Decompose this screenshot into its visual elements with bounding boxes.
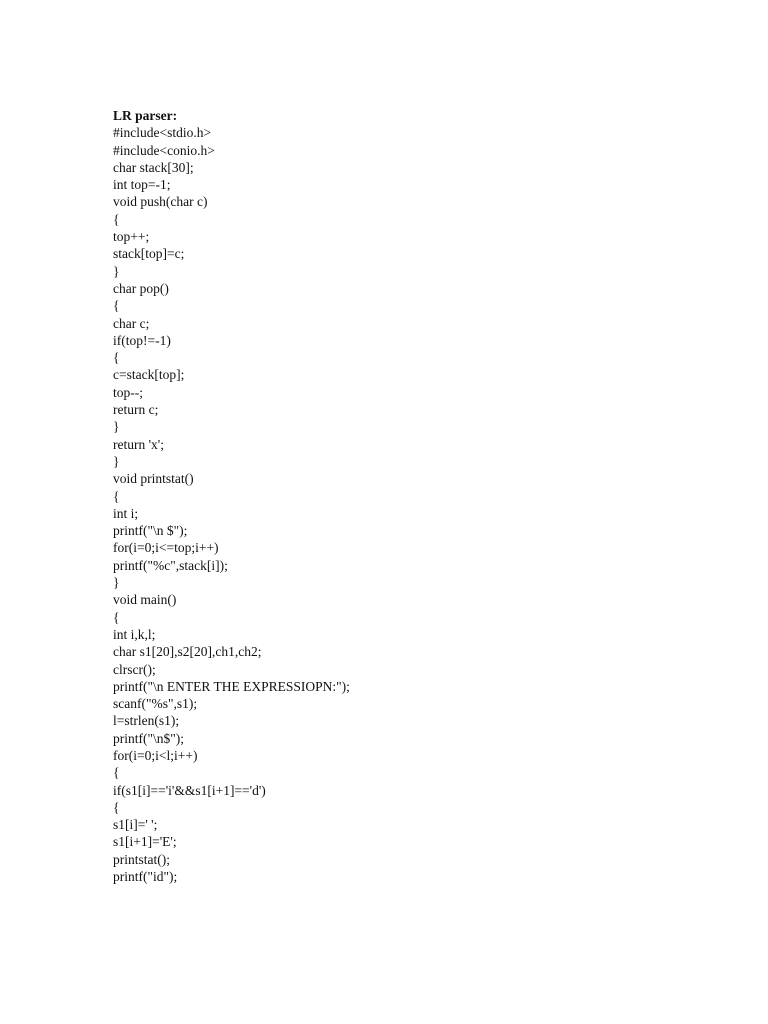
code-line: printf("\n$"); [113, 730, 185, 746]
code-line: int i; [113, 505, 139, 521]
code-line: void printstat() [113, 471, 194, 487]
code-line: } [113, 453, 120, 469]
code-line: } [113, 419, 120, 435]
code-line: for(i=0;i<l;i++) [113, 747, 198, 763]
code-line: s1[i+1]='E'; [113, 834, 177, 850]
code-line: for(i=0;i<=top;i++) [113, 540, 219, 556]
code-line: { [113, 350, 120, 366]
code-line: printstat(); [113, 851, 170, 867]
code-line: clrscr(); [113, 661, 156, 677]
code-line: printf("\n ENTER THE EXPRESSIOPN:"); [113, 678, 350, 694]
code-line: char s1[20],s2[20],ch1,ch2; [113, 644, 262, 660]
code-line: return 'x'; [113, 436, 164, 452]
code-line: char pop() [113, 280, 169, 296]
code-line: #include<conio.h> [113, 142, 215, 158]
code-line: { [113, 799, 120, 815]
code-line: void main() [113, 592, 177, 608]
code-line: s1[i]=' '; [113, 817, 158, 833]
code-line: char c; [113, 315, 150, 331]
code-line: { [113, 609, 120, 625]
code-line: char stack[30]; [113, 159, 194, 175]
code-line: { [113, 298, 120, 314]
code-line: return c; [113, 402, 159, 418]
code-line: { [113, 488, 120, 504]
code-line: c=stack[top]; [113, 367, 185, 383]
code-line: if(s1[i]=='i'&&s1[i+1]=='d') [113, 782, 266, 798]
code-line: printf("%c",stack[i]); [113, 557, 228, 573]
code-line: { [113, 211, 120, 227]
code-line: stack[top]=c; [113, 246, 185, 262]
code-line: void push(char c) [113, 194, 208, 210]
code-line: { [113, 765, 120, 781]
document-title: LR parser: [113, 108, 178, 123]
document-page [113, 107, 713, 885]
code-line: top++; [113, 229, 150, 245]
code-line: int i,k,l; [113, 626, 156, 642]
code-line: if(top!=-1) [113, 332, 171, 348]
code-line: int top=-1; [113, 177, 171, 193]
code-line: } [113, 263, 120, 279]
code-listing [113, 124, 713, 885]
code-line: l=strlen(s1); [113, 713, 180, 729]
code-line: } [113, 575, 120, 591]
code-line: scanf("%s",s1); [113, 696, 198, 712]
code-line: top--; [113, 384, 143, 400]
code-line: #include<stdio.h> [113, 125, 212, 141]
code-line: printf("\n $"); [113, 523, 188, 539]
code-line: printf("id"); [113, 869, 178, 885]
